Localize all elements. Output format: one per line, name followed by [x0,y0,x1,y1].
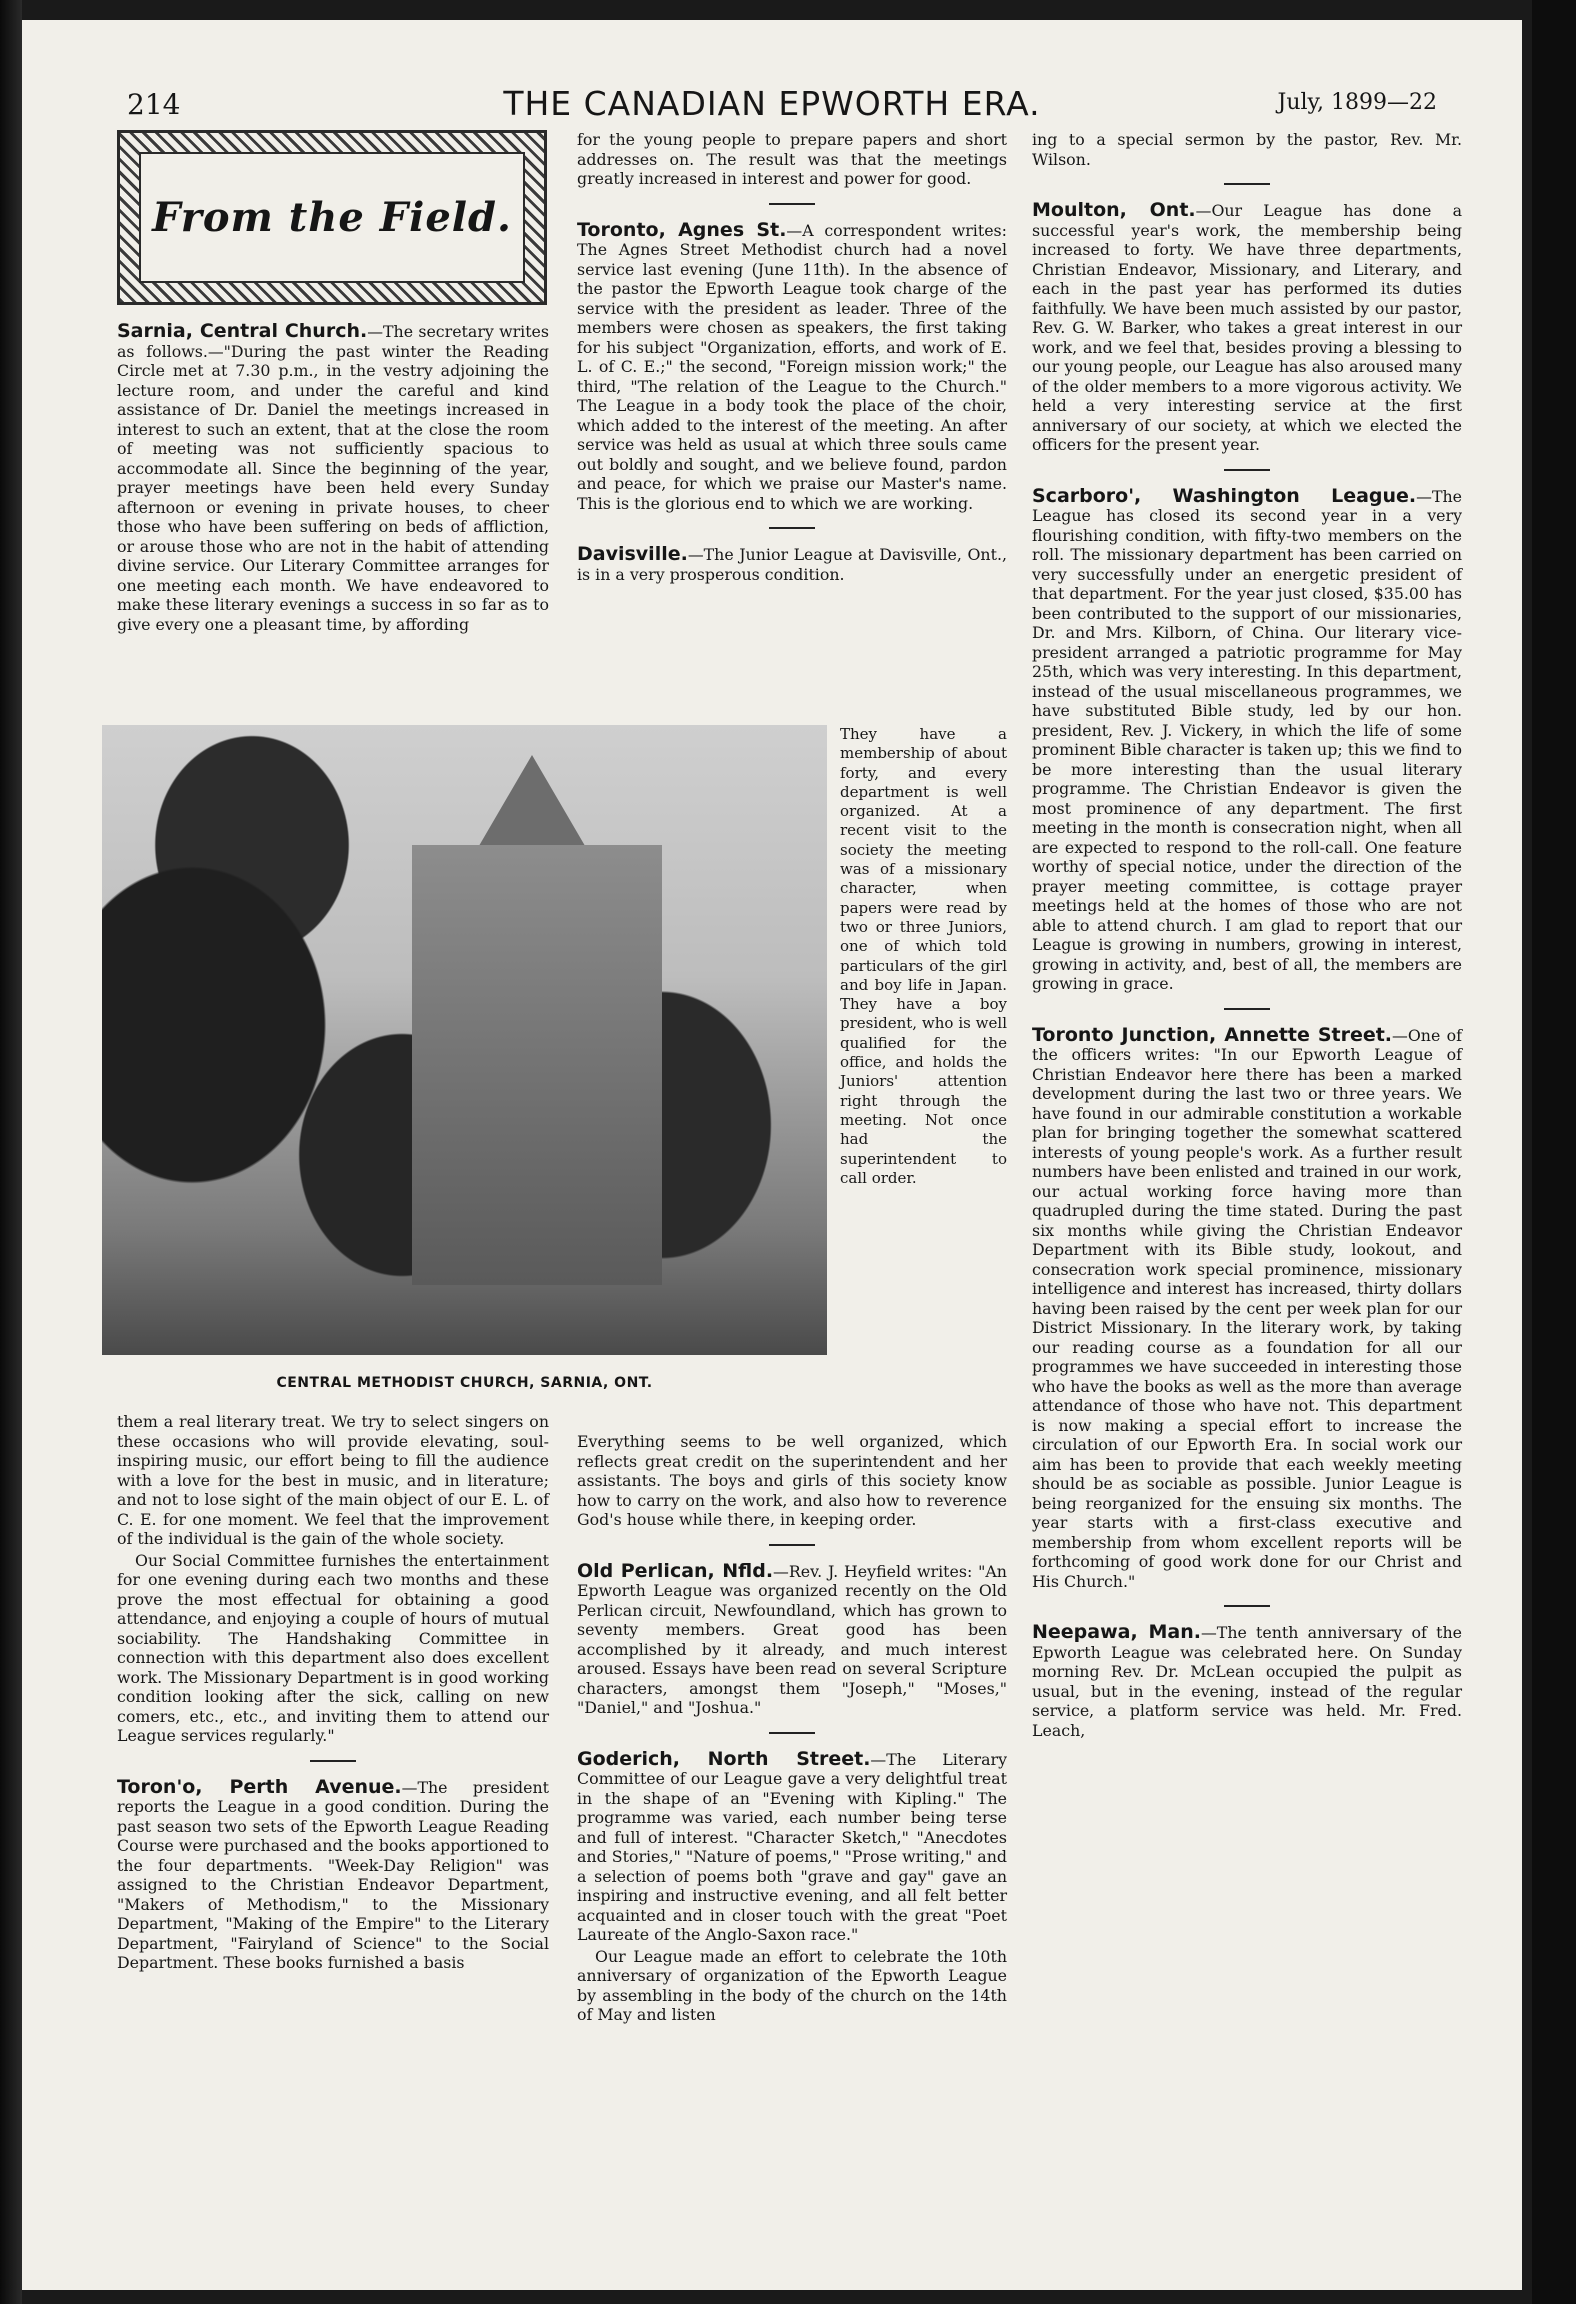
section-banner [117,130,547,305]
church-photo [102,725,827,1355]
column-2-narrow [840,725,1007,1190]
heading-scarboro: Scarboro', Washington League. [1032,484,1417,507]
column-1-lower [117,1412,549,1975]
text-scarboro: —The League has closed its second year in a very flourishing condition, with fifty-two members on the roll. The missionary department has been carried on very successfully under an energetic president of that department. For the year just closed, $35.00 has been contributed to the support of our missionaries, Dr. and Mrs. Kilborn, of China. Our literary vice-president arranged a patriotic programme for May 25th, which was very interesting. In this department, instead of the usual miscellaneous programmes, we have substituted Bible study, led by our hon. president, Rev. J. Vickery, in which the life of some prominent Bible character is taken up; this we find to be more interesting than the usual literary programme. The Christian Endeavor is given the most prominence of any department. The first meeting in the month is consecration night, when all are expected to respond to the roll-call. One feature worthy of special notice, under the direction of the prayer meeting committee, is cottage prayer meetings held at the homes of those who are not able to attend church. I am glad to report that our League is growing in numbers, growing in interest, growing in activity, and, best of all, the members are growing in grace. [1032,486,1462,993]
section-rule [1224,1605,1270,1607]
heading-agnes: Toronto, Agnes St. [577,218,787,241]
scan-edge-left [0,0,22,2304]
text-sarnia-social: Our Social Committee furnishes the entertainment for one evening during each two months and these prove the most effectual for obtaining a good attendance, and enjoying a couple of hours of mutual sociability. The Handshaking Committee in connection with this department also does excellent work. The Missionary Department is in good working condition looking after the sick, calling on new comers, etc., etc., and inviting them to attend our League services regularly." [117,1550,549,1745]
column-2-upper [577,130,1007,586]
section-rule [310,1760,356,1762]
text-perth-continued: for the young people to prepare papers and short addresses on. The result was that the meetings greatly increased in interest and power for good. [577,130,1007,188]
journal-title: THE CANADIAN EPWORTH ERA. [503,84,1041,123]
section-rule [1224,1008,1270,1010]
text-agnes: —A correspondent writes: The Agnes Street Methodist church had a novel service last evening (June 11th). In the absence of the pastor the Epworth League took charge of the service with the president as leader. Three of the members were chosen as speakers, the first taking for his subject "Organization, efforts, and work of E. L. of C. E.;" the second, "Foreign mission work;" the third, "The relation of the League to the Church." The League in a body took the place of the choir, which added to the interest of the meeting. An after service was held as usual at which three souls came out boldly and sought, and we believe found, pardon and peace, for which we praise our Master's name. This is the glorious end to which we are working. [577,220,1007,513]
photo-caption: CENTRAL METHODIST CHURCH, SARNIA, ONT. [276,1375,653,1391]
text-sarnia: —The secretary writes as follows.—"During the past winter the Reading Circle met at 7.30 p.m., in the vestry adjoining the lecture room, and under the careful and kind assistance of Dr. Daniel the meetings increased in interest to such an extent, that at the close the room of meeting was not sufficiently spacious to accommodate all. Since the beginning of the year, prayer meetings have been held every Sunday afternoon or evening in private houses, to cheer those who have been suffering on beds of affliction, or arouse those who are not in the habit of attending divine service. Our Literary Committee arranges for one meeting each month. We have endeavored to make these literary evenings a success in so far as to give every one a pleasant time, by affording [117,322,549,634]
section-rule [769,203,815,205]
heading-goderich: Goderich, North Street. [577,1747,871,1770]
church-building [412,845,662,1285]
text-neepawa: —The tenth anniversary of the Epworth League was celebrated here. On Sunday morning Rev. Dr. McLean occupied the pulpit as usual, but in the evening, instead of the regular service, a platform service was held. Mr. Fred. Leach, [1032,1623,1462,1740]
heading-sarnia: Sarnia, Central Church. [117,320,368,342]
text-davisville: —The Junior League at Davisville, Ont., is in a very prosperous condition. [577,545,1007,584]
section-rule [769,527,815,529]
text-goderich-continued: ing to a special sermon by the pastor, Rev. Mr. Wilson. [1032,130,1462,169]
column-2-lower [577,1432,1007,2027]
section-rule [769,1732,815,1734]
issue-date: July, 1899—22 [1277,90,1437,115]
banner-inner [139,152,525,283]
page [22,20,1522,2290]
text-junction: —One of the officers writes: "In our Epworth League of Christian Endeavor here there has been a marked development during the last two or three years. We have found in our admirable constitution a workable plan for bringing together the somewhat scattered interests of young people's work. As a further result numbers have been enlisted and trained in our work, our actual working force having more than quadrupled during the time stated. During the past six months while giving the Christian Endeavor Department with its Bible study, lookout, and consecration work special prominence, missionary intelligence and interest has increased, thirty dollars having been raised by the cent per week plan for our District Missionary. In the literary work, by taking our reading course as a foundation for all our programmes we have succeeded in interesting those who have the books as well as the more than average attendance of those who have not. This department is now making a special effort to increase the circulation of our Epworth Era. In social work our aim has been to provide that each weekly meeting should be as sociable as possible. Junior League is being reorganized for the ensuing six months. The year starts with a first-class executive and membership from whom excellent reports will be forthcoming of good work done for our Christ and His Church." [1032,1025,1462,1591]
text-goderich: —The Literary Committee of our League gave a very delightful treat in the shape of an "Evening with Kipling." The programme was varied, each number being terse and full of interest. "Character Sketch," "Anecdotes and Stories," "Nature of poems," "Prose writing," and a selection of poems both "grave and gay" gave an inspiring and instructive evening, and all felt better acquainted and in closer touch with the great "Poet Laureate of the Anglo-Saxon race." [577,1749,1007,1944]
scan-edge-right [1532,0,1576,2304]
banner-title: From the Field. [152,194,512,241]
page-number: 214 [127,88,181,121]
text-perlican: —Rev. J. Heyfield writes: "An Epworth League was organized recently on the Old Perlican circuit, Newfoundland, which has grown to seventy members. Great good has been accomplished by it already, and much interest aroused. Essays have been read on several Scripture characters, amongst them "Joseph," "Moses," "Daniel," and "Joshua." [577,1561,1007,1717]
text-davisville-continued: Everything seems to be well organized, which reflects great credit on the superintendent and her assistants. The boys and girls of this society know how to carry on the work, and also how to reverence God's house while there, in keeping order. [577,1432,1007,1529]
heading-davisville: Davisville. [577,543,688,565]
heading-moulton: Moulton, Ont. [1032,199,1196,221]
section-rule [1224,469,1270,471]
heading-junction: Toronto Junction, Annette Street. [1032,1023,1393,1046]
text-perth: —The president reports the League in a good condition. During the past season two sets of the Epworth League Reading Course were purchased and the books apportioned to the four departments. "Week-Day Religion" was assigned to the Christian Endeavor Department, "Makers of Methodism," to the Missionary Department, "Making of the Empire" to the Literary Department, "Fairyland of Science" to the Social Department. These books furnished a basis [117,1777,549,1972]
column-3 [1032,130,1462,1742]
text-goderich-2: Our League made an effort to celebrate the 10th anniversary of organization of the Epworth League by assembling in the body of the church on the 14th of May and listen [577,1946,1007,2024]
section-rule [769,1544,815,1546]
heading-perlican: Old Perlican, Nfld. [577,1559,774,1582]
text-moulton: —Our League has done a successful year's work, the membership being increased to forty. We have three departments, Christian Endeavor, Missionary, and Literary, and each in the past year has performed its duties faithfully. We have been much assisted by our pastor, Rev. G. W. Barker, who takes a great interest in our work, and we feel that, besides proving a blessing to our young people, our League has also aroused many of the older members to a more vigorous activity. We held a very interesting service at the first anniversary of our society, at which we elected the officers for the present year. [1032,201,1462,454]
text-sarnia-continued: them a real literary treat. We try to select singers on these occasions who will provide elevating, soul-inspiring music, our effort being to fill the audience with a love for the best in music, and in literature; and not to lose sight of the main object of our E. L. of C. E. for one moment. We feel that the improvement of the individual is the gain of the whole society. [117,1412,549,1548]
text-davisville-narrow: They have a membership of about forty, and every department is well organized. At a recent visit to the society the meeting was of a missionary character, when papers were read by two or three Juniors, one of which told particulars of the girl and boy life in Japan. They have a boy president, who is well qualified for the office, and holds the Juniors' attention right through the meeting. Not once had the superintendent to call order. [840,725,1007,1187]
heading-perth: Toron'o, Perth Avenue. [117,1775,402,1798]
page-header [22,68,1522,128]
column-1-upper [117,320,549,636]
section-rule [1224,183,1270,185]
heading-neepawa: Neepawa, Man. [1032,1621,1201,1643]
